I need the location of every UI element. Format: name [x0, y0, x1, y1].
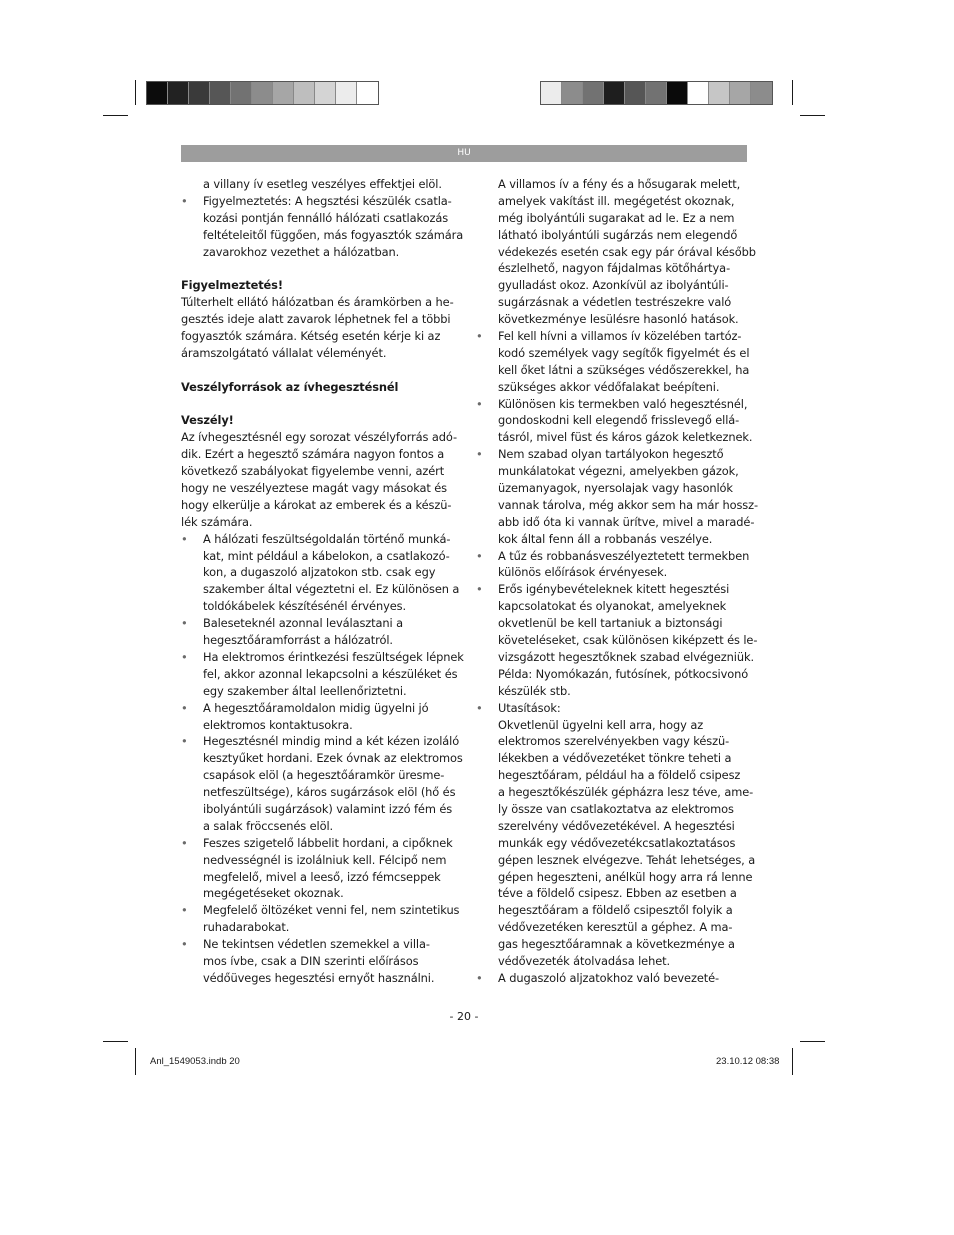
text-line: kozási pontján fennálló hálózati csatlakozás	[203, 210, 449, 225]
text-line: Az ívhegesztésnél egy sorozat vészélyforrás adó-	[181, 430, 458, 445]
text-line: fel, akkor azonnal lekapcsolni a készüléket és	[203, 666, 458, 681]
left-swatch	[210, 82, 231, 104]
left-swatch	[168, 82, 189, 104]
text-line: fogyasztók számára. Kétség esetén kérje ki az	[181, 329, 441, 344]
text-line: vizsgázott hegesztőknek szabad elvégezniük.	[498, 649, 754, 664]
crop-mark	[103, 1041, 128, 1042]
text-line: egy szakember által leellenőriztetni.	[203, 683, 407, 698]
text-line: nedvességnél is izolálniuk kell. Félcipő nem	[203, 852, 447, 867]
text-line: zavarokhoz vezethet a hálózatban.	[203, 244, 400, 259]
text-line: készülék stb.	[498, 683, 571, 698]
text-line: okvetlenül be kell tartaniuk a biztonsági	[498, 616, 723, 631]
text-line: abb idő óta ki vannak ürítve, mivel a maradé-	[498, 514, 755, 529]
bullet-item: • A hálózati feszültségoldalán történő munká-	[181, 531, 453, 548]
right-swatch	[667, 82, 688, 104]
text-line: elektromos szerelvényekben vagy készü-	[498, 734, 730, 749]
crop-mark	[792, 1048, 793, 1075]
right-swatch	[604, 82, 625, 104]
text-line: gépen hegeszteni, anélkül hogy arra rá lenne	[498, 869, 753, 884]
text-line: vannak tárolva, még akkor sem ha már hossz-	[498, 497, 759, 512]
bullet-item: • Fel kell hívni a villamos ív közelében tartóz-	[476, 328, 754, 345]
color-calibration-strip-left	[146, 81, 379, 105]
text-line: védőüveges hegesztési ernyőt használni.	[203, 970, 435, 985]
text-line: csapások elöl (a hegesztőáramkör üresme-	[203, 768, 445, 783]
text-line: áramszolgátató vállalat véleményét.	[181, 345, 387, 360]
text-line: kon, a dugaszoló aljzatokon stb. csak egy	[203, 565, 436, 580]
text-line: következménye lesülésre hasonló hatások.	[498, 312, 739, 327]
right-swatch	[583, 82, 604, 104]
text-line: gépen lesznek elvégezve. Tehát lehetséges, a	[498, 852, 756, 867]
paragraph-gap	[181, 260, 453, 277]
text-line: netfeszültsége), káros sugárzások elöl (hő és	[203, 785, 456, 800]
right-swatch	[562, 82, 583, 104]
right-swatch	[709, 82, 730, 104]
bullet-item: • Ha elektromos érintkezési feszültségek lépnek	[181, 649, 453, 666]
text-line: munkák egy védővezetékcsatlakoztatásos	[498, 835, 736, 850]
text-line: szerelvény védővezetékével. A hegesztési	[498, 818, 735, 833]
left-swatch	[231, 82, 252, 104]
section-heading: Figyelmeztetés!	[181, 278, 283, 293]
left-swatch	[357, 82, 378, 104]
text-line: kodó személyek vagy segítők figyelmét és el	[498, 345, 750, 360]
left-swatch	[336, 82, 357, 104]
text-line: dik. Ezért a hegesztő számára nagyon fontos a	[181, 447, 445, 462]
bullet-item: • Figyelmeztetés: A hegsztési készülék csatla-	[181, 193, 453, 210]
crop-mark	[135, 1048, 136, 1075]
left-swatch	[315, 82, 336, 104]
left-swatch	[294, 82, 315, 104]
page-number: - 20 -	[449, 1010, 479, 1023]
text-line: a hegesztőkészülék gépházra lesz téve, ame-	[498, 785, 754, 800]
text-line: gondoskodni kell elegendő frisslevegő ellá-	[498, 413, 740, 428]
bullet-item: • Hegesztésnél mindig mind a két kézen izoláló	[181, 733, 453, 750]
text-line: hegesztőáramforrást a hálózatról.	[203, 633, 393, 648]
text-line: kesztyűket hordani. Ezek óvnak az elektromos	[203, 751, 463, 766]
text-line: feltételeitől függően, más fogyasztók számára	[203, 227, 464, 242]
text-line: hogy ne veszélyeztese magát vagy másokat és	[181, 481, 447, 496]
crop-mark	[135, 80, 136, 105]
left-swatch	[273, 82, 294, 104]
text-line: üzemanyagok, nyersolajak vagy hasonlók	[498, 481, 733, 496]
left-swatch	[147, 82, 168, 104]
bullet-item: • Erős igénybevételeknek kitett hegesztési	[476, 581, 754, 598]
section-heading: Veszélyforrások az ívhegesztésnél	[181, 379, 399, 394]
paragraph-gap	[181, 396, 453, 413]
left-swatch	[252, 82, 273, 104]
bullet-item: • Különösen kis termekben való hegesztésnél,	[476, 396, 754, 413]
text-line: munkálatokat végezni, amelyekben gázok,	[498, 464, 739, 479]
text-line: toldókábelek készítésénél érvényes.	[203, 599, 406, 614]
paragraph-gap	[181, 362, 453, 379]
bullet-item: • A tűz és robbanásveszélyeztetett termekben	[476, 548, 754, 565]
bullet-item: • Utasítások:	[476, 700, 754, 717]
text-line: hegesztőáram, például ha a földelő csipesz	[498, 768, 741, 783]
text-line: Okvetlenül ügyelni kell arra, hogy az	[498, 717, 704, 732]
text-line: látható ibolyántúli sugárzás nem elegendő	[498, 227, 738, 242]
text-line: védővezeték átolvadása lehet.	[498, 953, 671, 968]
text-line: a salak fröccsenés elöl.	[203, 818, 334, 833]
text-line: amelyek vakítást ill. megégetést okoznak,	[498, 193, 735, 208]
text-line: védekezés esetén csak egy pár órával később	[498, 244, 756, 259]
right-swatch	[730, 82, 751, 104]
text-line: téve a földelő csipesz. Ebben az esetben a	[498, 886, 737, 901]
left-text-column	[181, 176, 464, 987]
text-line: védővezetéken keresztül a géphez. A ma-	[498, 920, 733, 935]
bullet-item: • Ne tekintsen védetlen szemekkel a villa-	[181, 936, 453, 953]
footer-datetime: 23.10.12 08:38	[716, 1056, 780, 1067]
text-line: ly össze van csatlakoztatva az elektromos	[498, 801, 734, 816]
crop-mark	[103, 115, 128, 116]
text-line: még ibolyántúli sugarakat ad le. Ez a nem	[498, 210, 735, 225]
text-line: sugárzásnak a védetlen testrészekre való	[498, 295, 732, 310]
left-swatch	[189, 82, 210, 104]
text-line: lék számára.	[181, 514, 253, 529]
text-line: kell őket látni a szükséges védőszerekkel, ha	[498, 362, 750, 377]
text-line: A villamos ív a fény és a hősugarak melett,	[498, 177, 741, 191]
text-line: követeléseket, csak különösen kiképzett és le-	[498, 633, 758, 648]
text-line: elektromos kontaktusokra.	[203, 717, 353, 732]
text-line: lékekben a védővezetéket tönkre teheti a	[498, 751, 732, 766]
footer-file-name: Anl_1549053.indb 20	[150, 1056, 240, 1067]
text-line: Példa: Nyomókazán, futósínek, pótkocsivonó	[498, 666, 749, 681]
text-line: a villany ív esetleg veszélyes effektjei elöl.	[203, 177, 442, 191]
text-line: észlelhető, nagyon fájdalmas kötőhártya-	[498, 261, 731, 276]
text-line: következő szabályokat figyelembe venni, azért	[181, 464, 445, 479]
text-line: Túlterhelt ellátó hálózatban és áramkörben a he-	[181, 295, 454, 310]
text-line: hogy elkerülje a károkat az emberek és a készü-	[181, 497, 452, 512]
bullet-item: • Baleseteknél azonnal leválasztani a	[181, 615, 453, 632]
text-line: gyulladást okoz. Azonkívül az ibolyántúli-	[498, 278, 729, 293]
crop-mark	[800, 1041, 825, 1042]
bullet-item: • Megfelelő öltözéket venni fel, nem szintetikus	[181, 902, 453, 919]
language-header-bar	[181, 145, 747, 162]
text-line: szükséges akkor védőfalakat beépíteni.	[498, 379, 720, 394]
text-line: megégetéseket okoznak.	[203, 886, 344, 901]
color-calibration-strip-right	[540, 81, 773, 105]
text-line: mos ívbe, csak a DIN szerinti előírásos	[203, 953, 419, 968]
language-label: HU	[457, 148, 471, 158]
text-line: gas hegesztőáramnak a következménye a	[498, 937, 735, 952]
text-line: különös előírások érvényesek.	[498, 565, 668, 580]
text-line: ruhadarabokat.	[203, 920, 290, 935]
right-swatch	[646, 82, 667, 104]
text-line: kat, mint például a kábelokon, a csatlakozó-	[203, 548, 450, 563]
text-line: hegesztőáram a földelő csipesztől folyik a	[498, 903, 733, 918]
text-line: megfelelő, mivel a leeső, izzó fémcseppek	[203, 869, 441, 884]
right-swatch	[751, 82, 772, 104]
text-line: ibolyántúli sugárzások) valamint izzó fém és	[203, 801, 453, 816]
bullet-item: • Nem szabad olyan tartályokon hegesztő	[476, 446, 754, 463]
text-line: tásról, mivel füst és káros gázok keletkeznek.	[498, 430, 753, 445]
crop-mark	[800, 115, 825, 116]
text-line: kapcsolatokat és olyanokat, amelyeknek	[498, 599, 727, 614]
right-swatch	[625, 82, 646, 104]
bullet-item: • Feszes szigetelő lábbelit hordani, a cipőknek	[181, 835, 453, 852]
bullet-item: • A hegesztőáramoldalon midig ügyelni jó	[181, 700, 453, 717]
right-swatch	[541, 82, 562, 104]
right-text-column	[476, 176, 759, 987]
section-heading: Veszély!	[181, 413, 234, 428]
text-line: kok által fenn áll a robbanás veszélye.	[498, 531, 713, 546]
right-swatch	[688, 82, 709, 104]
text-line: gesztés ideje alatt zavarok léphetnek fel a többi	[181, 312, 451, 327]
bullet-item: • A dugaszoló aljzatokhoz való bevezeté-	[476, 970, 754, 987]
text-line: szakember által végeztetni el. Ez különösen a	[203, 582, 460, 597]
crop-mark	[792, 80, 793, 105]
